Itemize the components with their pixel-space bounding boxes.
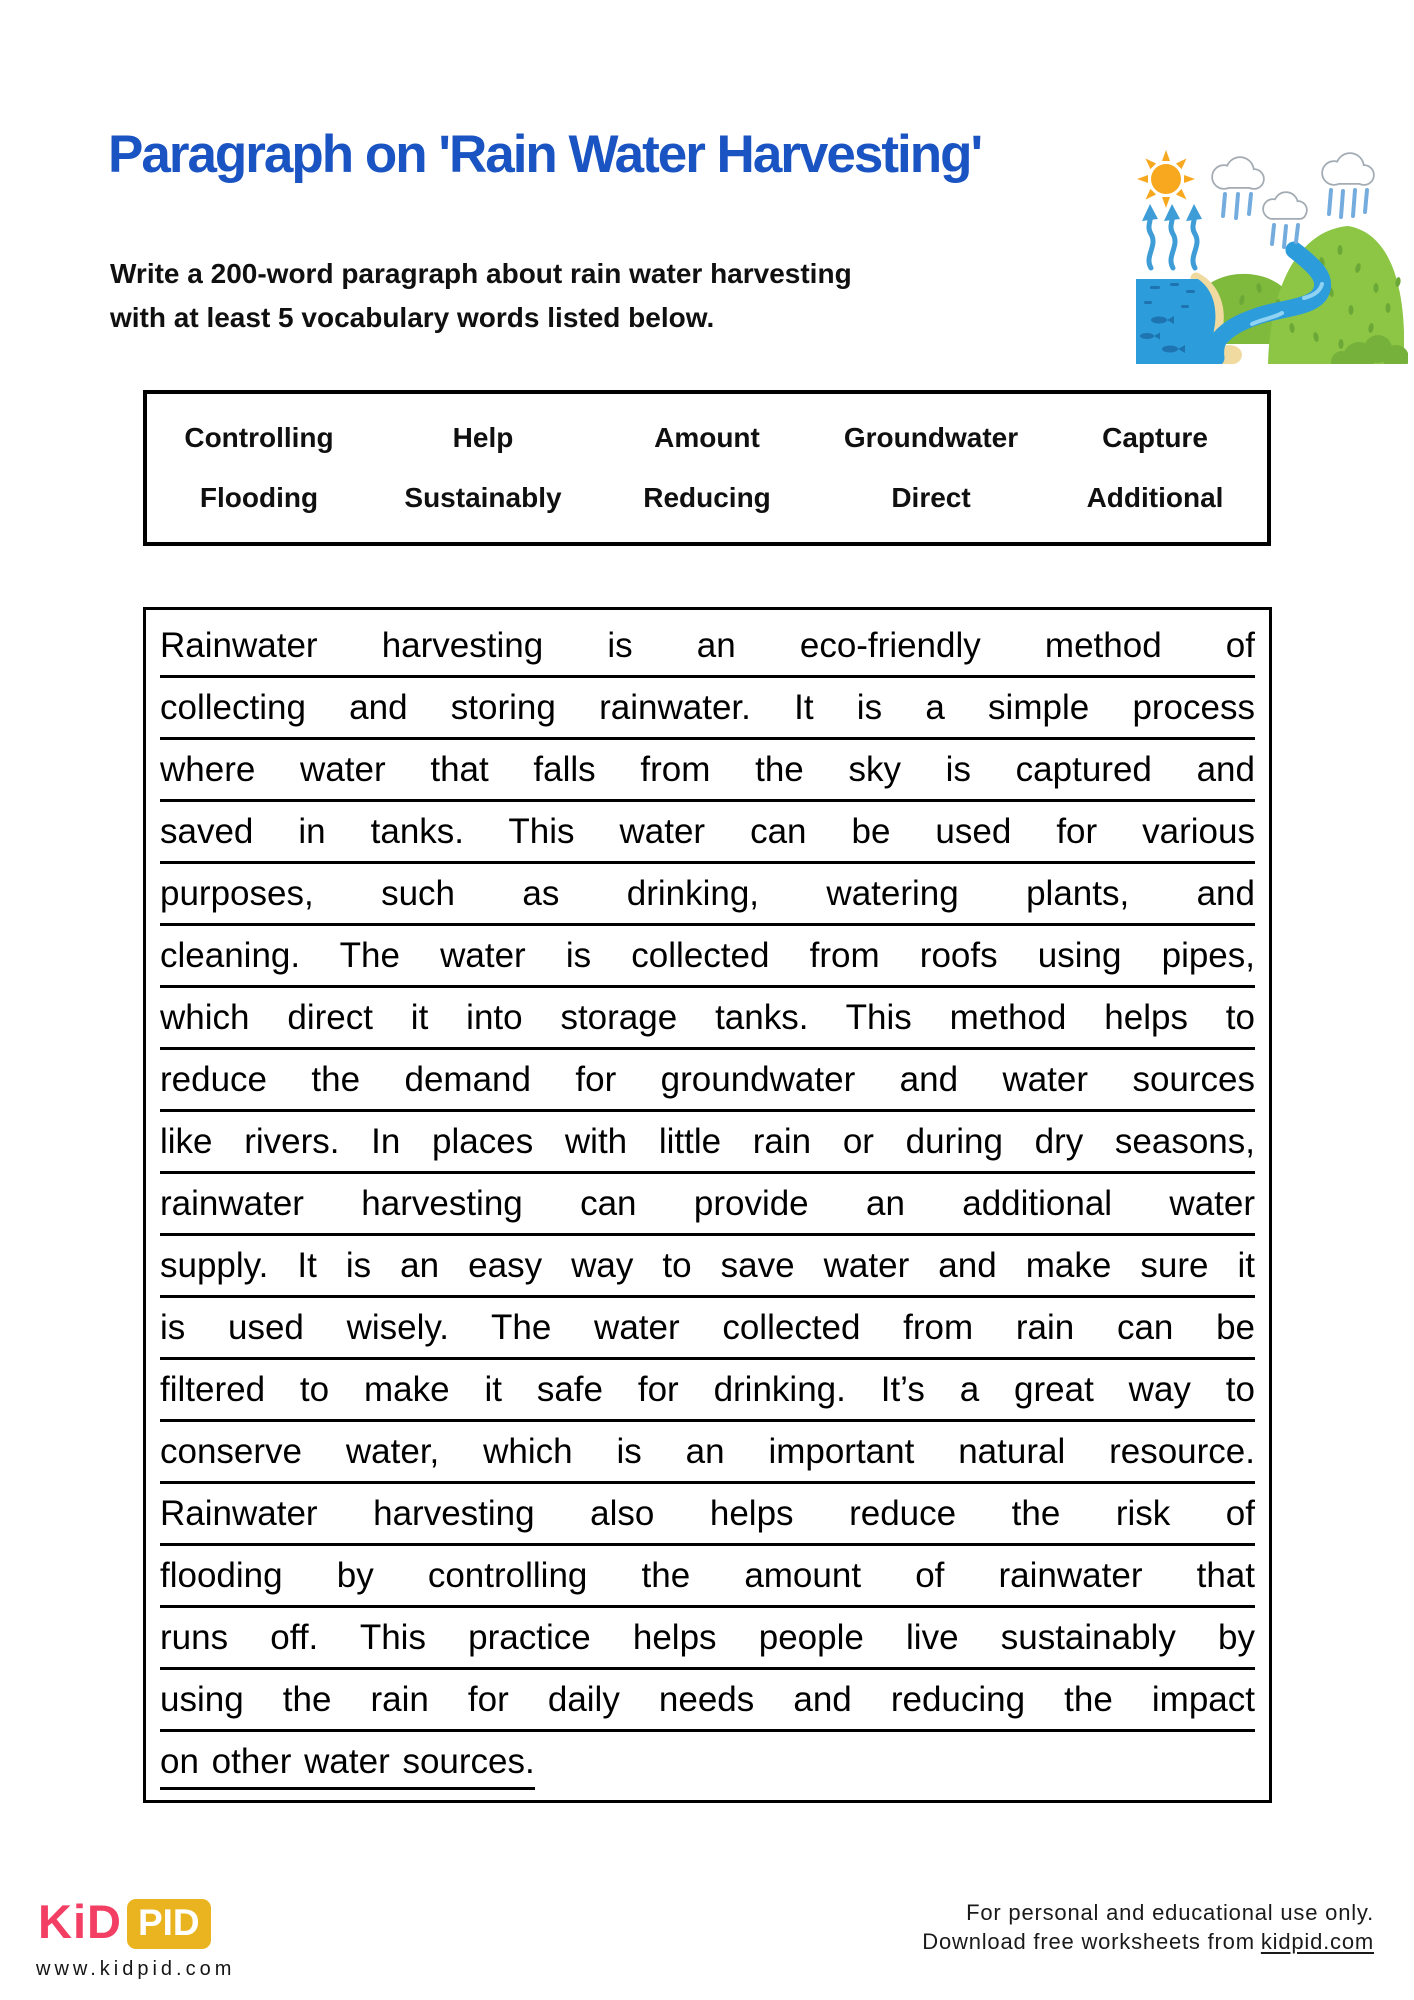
- paragraph-line: filtered to make it safe for drinking. It’s a great way to: [160, 1360, 1255, 1422]
- paragraph-line: is used wisely. The water collected from rain can be: [160, 1298, 1255, 1360]
- paragraph-line: where water that falls from the sky is captured and: [160, 740, 1255, 802]
- vocab-word: Groundwater: [843, 422, 1019, 453]
- vocabulary-box: [143, 390, 1271, 546]
- paragraph-line: saved in tanks. This water can be used for various: [160, 802, 1255, 864]
- logo-pid-badge: PID: [127, 1899, 211, 1949]
- vocab-word: Controlling: [184, 422, 334, 453]
- vocab-word: Help: [452, 422, 514, 453]
- logo-kid-text: KiD: [38, 1895, 122, 1948]
- vocab-word: Direct: [891, 482, 971, 513]
- sun-icon: [1137, 150, 1195, 208]
- rain-cloud-1: [1213, 158, 1263, 218]
- page-title: Paragraph on 'Rain Water Harvesting': [108, 125, 982, 184]
- paragraph-line: using the rain for daily needs and reducing the impact: [160, 1670, 1255, 1732]
- paragraph-line: reduce the demand for groundwater and water sources: [160, 1050, 1255, 1112]
- kidpid-link[interactable]: kidpid.com: [1260, 1929, 1374, 1954]
- paragraph-box: [143, 607, 1272, 1803]
- paragraph-line: Rainwater harvesting also helps reduce the risk of: [160, 1484, 1255, 1546]
- paragraph-line: like rivers. In places with little rain or during dry seasons,: [160, 1112, 1255, 1174]
- vocab-word: Additional: [1086, 482, 1224, 513]
- instruction-line-1: Write a 200-word paragraph about rain water harvesting: [110, 258, 852, 289]
- water-cycle-illustration: [1126, 132, 1408, 364]
- paragraph-line: which direct it into storage tanks. This method helps to: [160, 988, 1255, 1050]
- vocab-word: Amount: [654, 422, 760, 453]
- vocab-word: Flooding: [199, 482, 319, 513]
- paragraph-line: conserve water, which is an important natural resource.: [160, 1422, 1255, 1484]
- vocabulary-row-2: [147, 482, 1267, 514]
- paragraph-line: collecting and storing rainwater. It is a simple process: [160, 678, 1255, 740]
- kidpid-logo: [38, 1894, 211, 1952]
- usage-note-line-2: [922, 1927, 1374, 1956]
- paragraph-line-last: on other water sources.: [160, 1732, 1255, 1791]
- paragraph-line: supply. It is an easy way to save water and make sure it: [160, 1236, 1255, 1298]
- vocab-word: Reducing: [643, 482, 771, 513]
- usage-note-line-1: For personal and educational use only.: [966, 1900, 1374, 1925]
- paragraph-line: Rainwater harvesting is an eco-friendly method of: [160, 616, 1255, 678]
- paragraph-line: rainwater harvesting can provide an additional water: [160, 1174, 1255, 1236]
- usage-note: [922, 1898, 1374, 1956]
- evaporation-arrows: [1142, 204, 1202, 268]
- website-url: www.kidpid.com: [36, 1958, 236, 1980]
- instructions: [110, 252, 852, 340]
- paragraph-line: purposes, such as drinking, watering plants, and: [160, 864, 1255, 926]
- vocab-word: Sustainably: [404, 482, 562, 513]
- rain-cloud-2: [1264, 193, 1306, 247]
- download-text: Download free worksheets from: [922, 1929, 1255, 1954]
- vocab-word: Capture: [1102, 422, 1208, 453]
- instruction-line-2: with at least 5 vocabulary words listed below.: [110, 302, 715, 333]
- paragraph-line: runs off. This practice helps people live sustainably by: [160, 1608, 1255, 1670]
- vocabulary-row-1: [147, 422, 1267, 454]
- rain-cloud-3: [1323, 154, 1373, 217]
- paragraph-line: flooding by controlling the amount of rainwater that: [160, 1546, 1255, 1608]
- paragraph-line: cleaning. The water is collected from roofs using pipes,: [160, 926, 1255, 988]
